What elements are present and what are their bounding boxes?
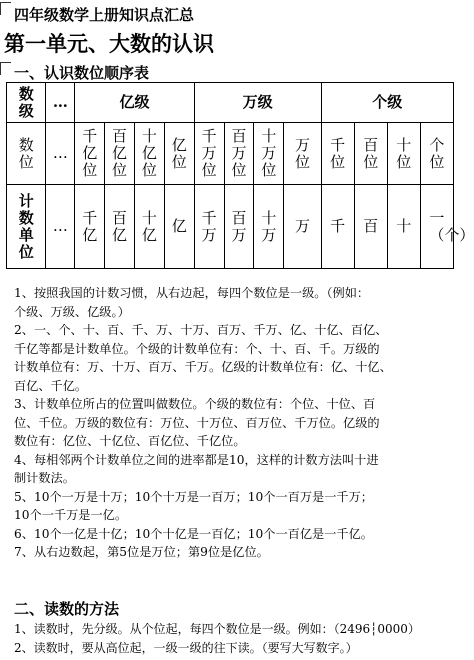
paragraph-line: 数位有：亿位、十亿位、百亿位、千亿位。 [14,434,246,448]
table-cell: … [46,185,75,269]
paragraph-line: 千亿等都是计数单位。个级的计数单位有：个、十、百、千。万级的 [14,341,380,356]
table-cell: 千位 [321,123,354,185]
table-cell: 数级 [7,83,46,123]
table-cell: 十万位 [254,123,284,185]
table-cell: 百万 [224,185,254,269]
paragraph-line: 位、千位。万级的数位有：万位、十万位、百万位、千万位。亿级的 [14,415,380,430]
table-cell: 计数单位 [7,185,46,269]
table-row [7,83,454,123]
table-cell: 百 [354,185,387,269]
table-cell: … [46,83,75,123]
table-cell: 百亿位 [105,123,135,185]
table-cell: 百亿 [105,185,135,269]
knowledge-points [14,284,454,562]
margin-mark [0,2,11,15]
paragraph-line: 2、读数时，要从高位起，一级一级的往下读。（要写大写数字。） [14,641,358,655]
unit-title: 第一单元、大数的认识 [4,31,214,56]
table-cell: 个级 [321,83,453,123]
document-title: 四年级数学上册知识点汇总 [14,6,195,24]
paragraph-line: 3、计数单位所占的位置叫做数位。个级的数位有：个位、十位、百 [14,397,376,411]
table-cell: 千亿位 [75,123,105,185]
section2-title: 二、读数的方法 [14,600,120,618]
table-cell: 十亿位 [134,123,164,185]
paragraph-line: 1、按照我国的计数习惯，从右边起，每四个数位是一级。（例如： [14,286,370,300]
table-cell: 十万 [254,185,284,269]
paragraph-line: 4、每相邻两个计数单位之间的进率都是10，这样的计数方法叫十进 [14,452,379,467]
table-cell: 十 [387,185,420,269]
paragraph-line: 计数单位有：万、十万、百万、千万。亿级的计数单位有：亿、十亿、 [14,360,392,374]
table-row [7,185,454,269]
table-cell: 万 [284,185,321,269]
table-cell: 百万位 [224,123,254,185]
table-cell: 个位 [420,123,453,185]
paragraph-line: 6、10个一亿是十亿；10个十亿是一百亿；10个一百亿是一千亿。 [14,526,373,541]
table-row [7,123,454,185]
paragraph-line: 10个一千万是一亿。 [14,508,128,522]
table-cell: 万级 [194,83,321,123]
table-cell: 千亿 [75,185,105,269]
table-cell: 千万位 [194,123,224,185]
place-value-table [6,82,474,269]
table-cell: 十位 [387,123,420,185]
table-cell: 亿级 [75,83,194,123]
margin-mark [0,62,11,75]
paragraph-line: 个级、万级、亿级。） [14,304,130,319]
paragraph-line: 2、一、个、十、百、千、万、十万、百万、千万、亿、十亿、百亿、 [14,323,388,337]
section-title: 一、认识数位顺序表 [14,64,150,82]
reading-method [14,620,454,658]
paragraph-line: 制计数法。 [14,471,75,485]
table-cell: 千万 [194,185,224,269]
table-cell: 十亿 [134,185,164,269]
paragraph-line: 7、从右边数起，第5位是万位；第9位是亿位。 [14,545,269,559]
table-cell: 万位 [284,123,321,185]
table-cell: 千 [321,185,354,269]
table-cell: 亿 [164,185,194,269]
table-cell: 亿位 [164,123,194,185]
paragraph-line: 5、10个一万是十万；10个十万是一百万；10个一百万是一千万； [14,489,373,504]
table-cell: 百位 [354,123,387,185]
table-cell: 数位 [7,123,46,185]
paragraph-line: 1、读数时，先分级。从个位起，每四个数位是一级。例如：（2496┆0000） [14,622,420,636]
table-cell: … [46,123,75,185]
paragraph-line: 百亿、千亿。 [14,378,88,393]
table-cell: 一（个） [420,185,453,269]
